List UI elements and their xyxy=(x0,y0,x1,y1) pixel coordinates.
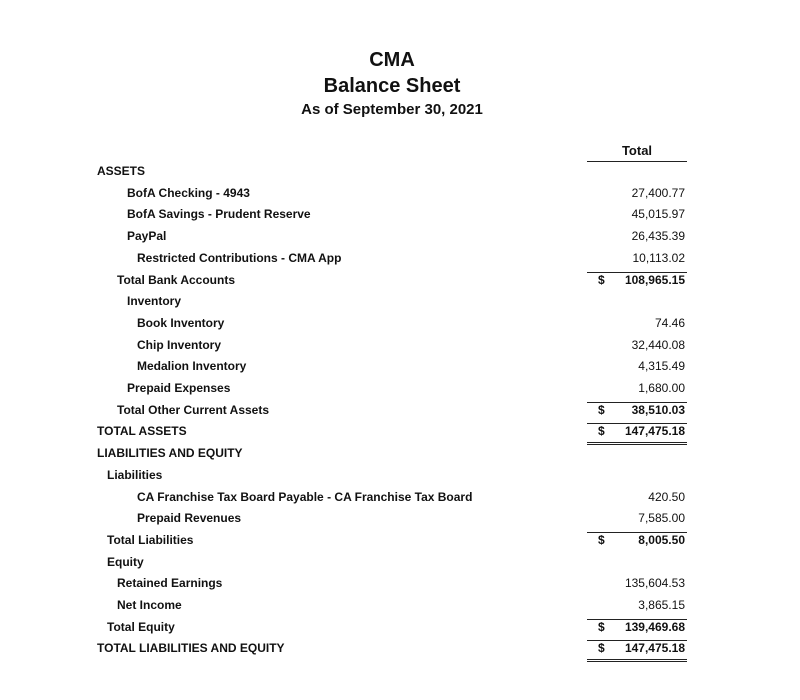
row-label: Total Equity xyxy=(107,620,175,634)
row-label: Inventory xyxy=(127,294,182,308)
report-title: Balance Sheet xyxy=(323,75,461,97)
section-header-row xyxy=(0,444,800,465)
currency-symbol: $ xyxy=(598,533,605,547)
total-row xyxy=(0,271,800,292)
total-row xyxy=(0,422,800,443)
row-label: TOTAL LIABILITIES AND EQUITY xyxy=(97,641,285,655)
row-amount: 1,680.00 xyxy=(638,381,685,395)
total-row xyxy=(0,531,800,552)
row-label: Liabilities xyxy=(107,468,163,482)
grand-total-double-rule xyxy=(587,659,687,662)
account-row xyxy=(0,357,800,378)
row-amount: 135,604.53 xyxy=(624,576,685,590)
currency-symbol: $ xyxy=(598,424,605,438)
row-amount: 108,965.15 xyxy=(624,273,685,287)
row-label: BofA Savings - Prudent Reserve xyxy=(127,207,311,221)
row-amount: 4,315.49 xyxy=(638,359,685,373)
row-label: BofA Checking - 4943 xyxy=(127,186,250,200)
row-label: Total Liabilities xyxy=(107,533,194,547)
row-amount: 74.46 xyxy=(654,316,685,330)
currency-symbol: $ xyxy=(598,641,605,655)
row-label: Prepaid Revenues xyxy=(137,511,242,525)
row-label: PayPal xyxy=(127,229,167,243)
row-amount: 27,400.77 xyxy=(631,186,685,200)
row-label: Total Other Current Assets xyxy=(117,403,270,417)
row-amount: 45,015.97 xyxy=(631,207,685,221)
company-name: CMA xyxy=(369,49,415,71)
row-label: Book Inventory xyxy=(137,316,225,330)
section-header-row xyxy=(0,292,800,313)
row-label: CA Franchise Tax Board Payable - CA Franchise Tax Board xyxy=(137,490,473,504)
report-header xyxy=(0,48,784,120)
currency-symbol: $ xyxy=(598,620,605,634)
row-label: Medalion Inventory xyxy=(137,359,247,373)
row-label: Net Income xyxy=(117,598,182,612)
account-row xyxy=(0,574,800,595)
account-row xyxy=(0,509,800,530)
row-amount: 8,005.50 xyxy=(638,533,685,547)
row-amount: 420.50 xyxy=(648,490,685,504)
row-amount: 10,113.02 xyxy=(632,251,685,265)
account-row xyxy=(0,205,800,226)
row-label: Retained Earnings xyxy=(117,576,223,590)
row-amount: 3,865.15 xyxy=(638,598,685,612)
currency-symbol: $ xyxy=(598,403,605,417)
row-label: LIABILITIES AND EQUITY xyxy=(97,446,243,460)
row-amount: 38,510.03 xyxy=(631,403,685,417)
account-row xyxy=(0,336,800,357)
account-row xyxy=(0,314,800,335)
section-header-row xyxy=(0,162,800,183)
row-amount: 147,475.18 xyxy=(624,641,685,655)
total-row xyxy=(0,639,800,660)
row-amount: 32,440.08 xyxy=(631,338,685,352)
row-amount: 147,475.18 xyxy=(624,424,685,438)
account-row xyxy=(0,249,800,270)
total-row xyxy=(0,401,800,422)
row-label: ASSETS xyxy=(97,164,146,178)
row-label: Chip Inventory xyxy=(137,338,222,352)
account-row xyxy=(0,184,800,205)
section-header-row xyxy=(0,466,800,487)
row-amount: 7,585.00 xyxy=(638,511,685,525)
account-row xyxy=(0,596,800,617)
column-header-total: Total xyxy=(587,143,687,162)
currency-symbol: $ xyxy=(598,273,605,287)
row-label: Total Bank Accounts xyxy=(117,273,236,287)
row-label: Prepaid Expenses xyxy=(127,381,231,395)
row-label: Equity xyxy=(107,555,144,569)
row-amount: 26,435.39 xyxy=(631,229,685,243)
report-date: As of September 30, 2021 xyxy=(301,101,483,118)
account-row xyxy=(0,227,800,248)
account-row xyxy=(0,379,800,400)
section-header-row xyxy=(0,553,800,574)
row-label: Restricted Contributions - CMA App xyxy=(137,251,342,265)
total-row xyxy=(0,618,800,639)
row-amount: 139,469.68 xyxy=(624,620,685,634)
account-row xyxy=(0,488,800,509)
row-label: TOTAL ASSETS xyxy=(97,424,187,438)
